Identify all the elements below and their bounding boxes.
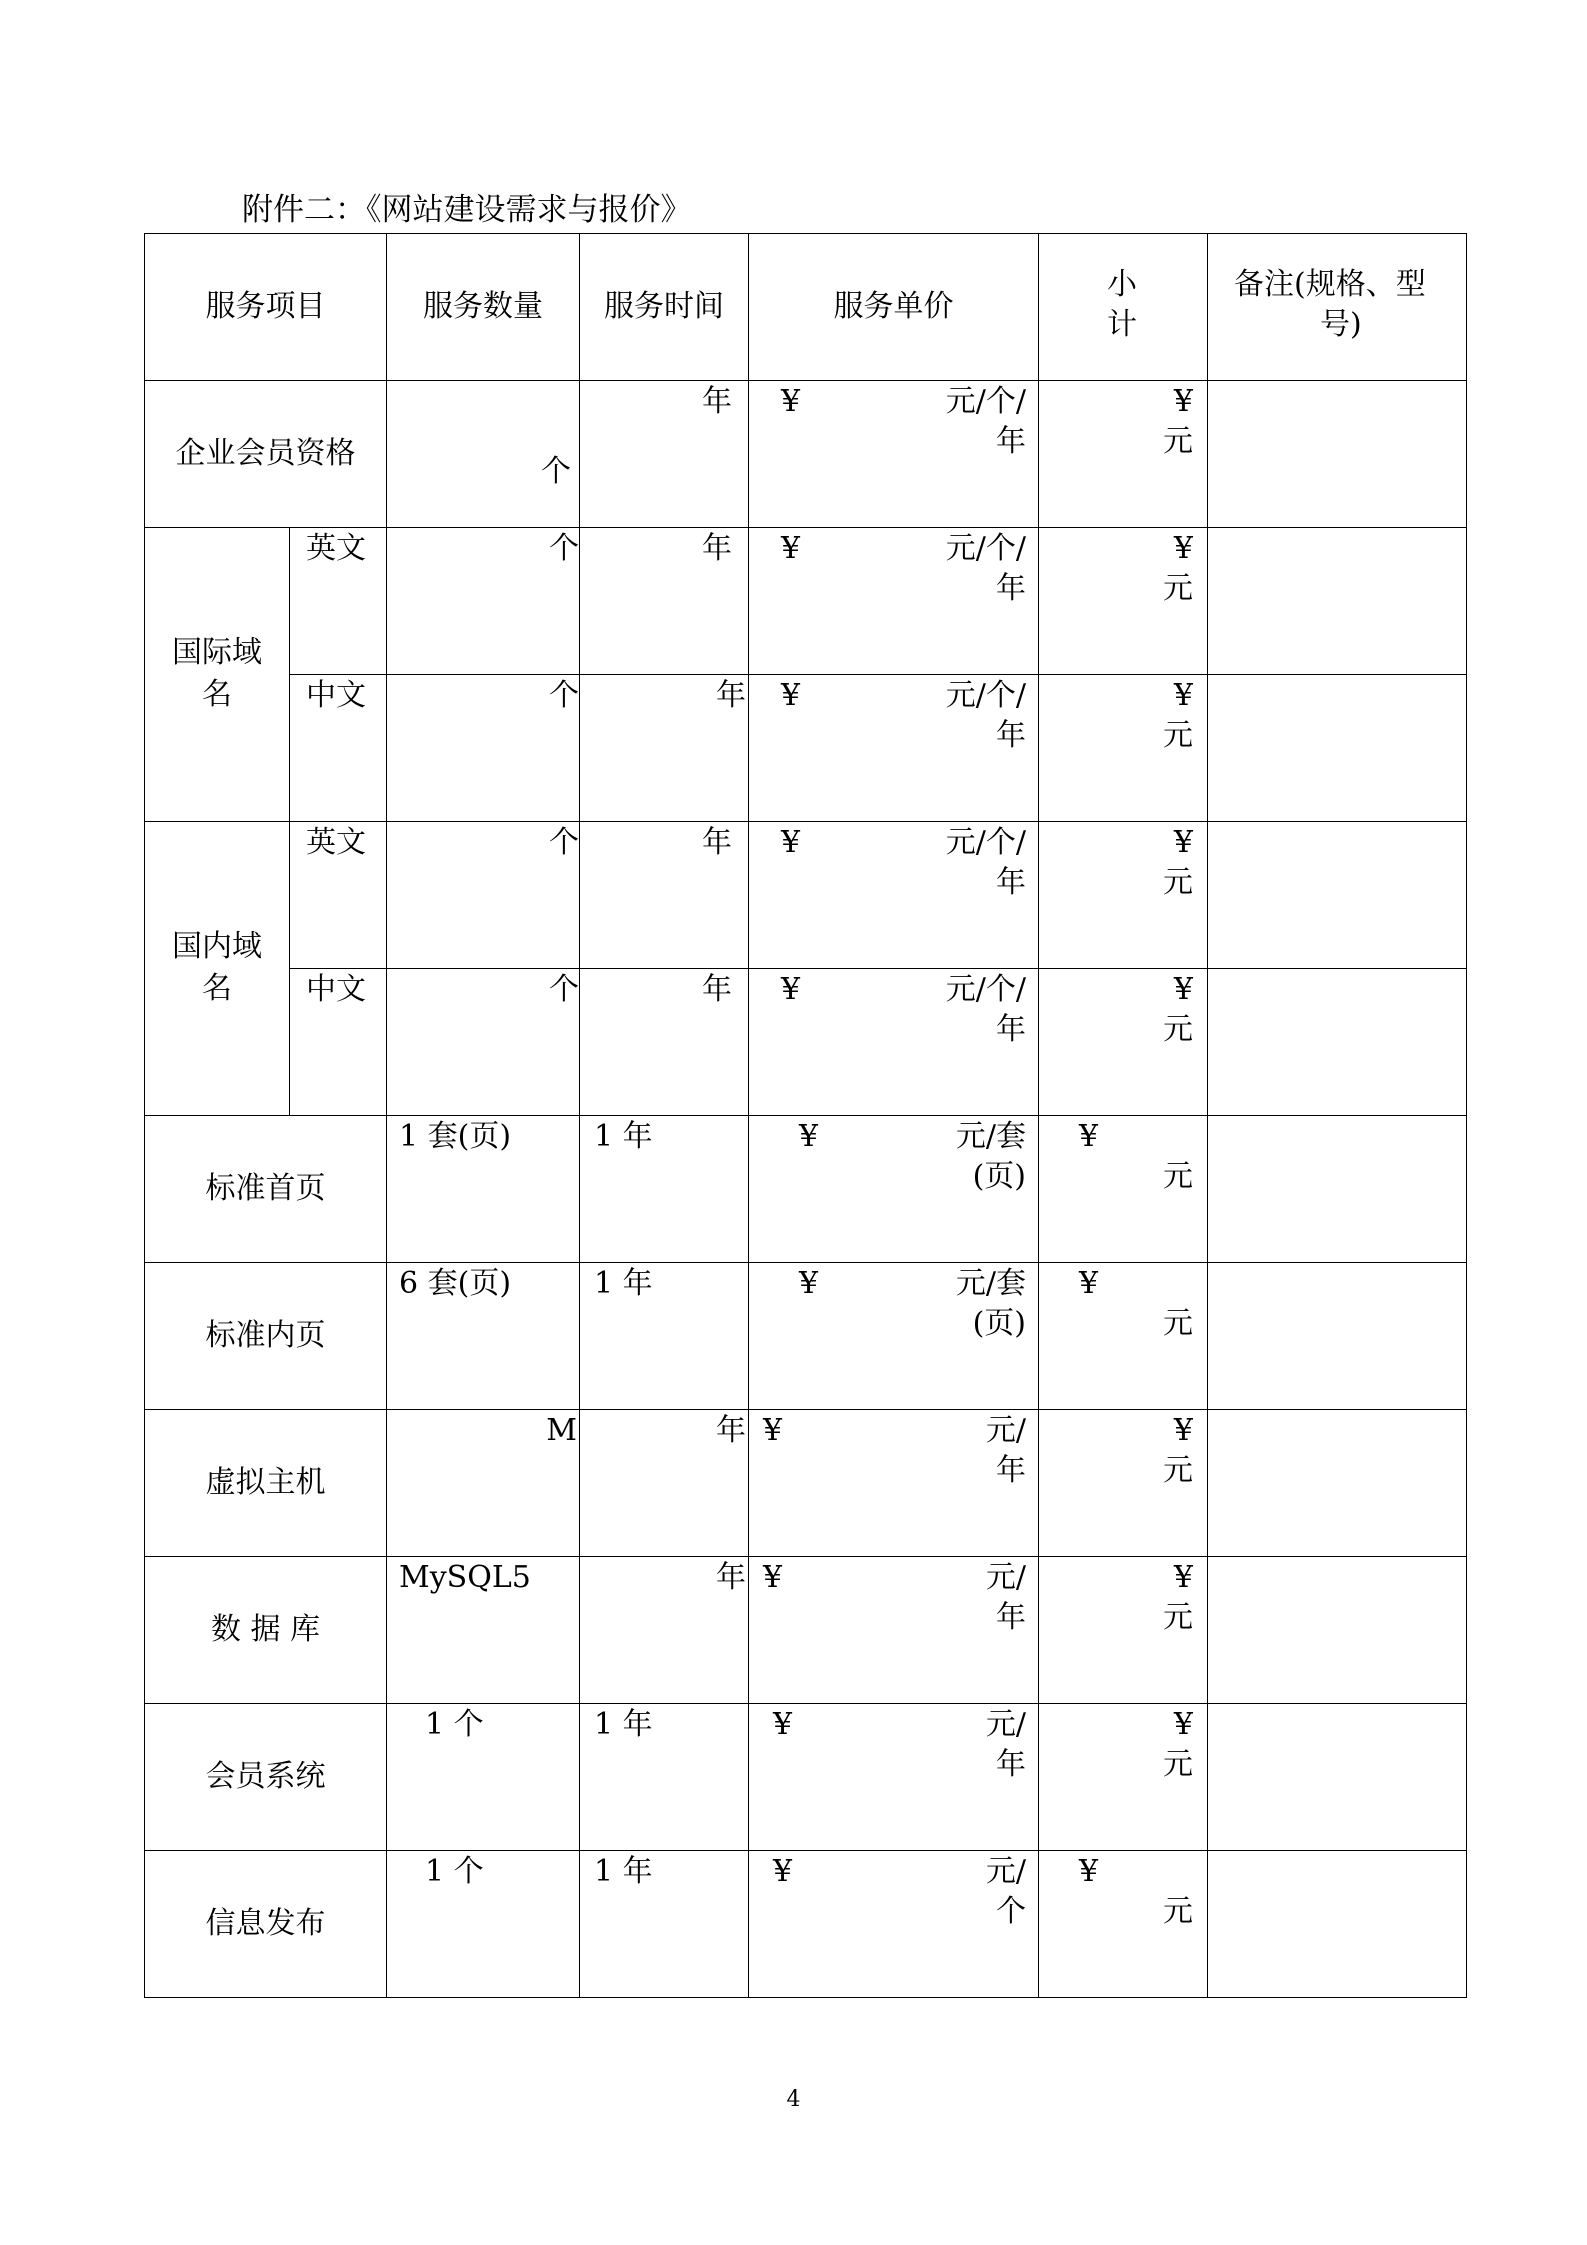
price-unit-line2: 年 [996,424,1026,459]
time-text: 年 [716,1413,746,1448]
table-row [145,969,1467,1116]
subtotal-yen: ¥ [1173,972,1193,1007]
subtotal-yen: ¥ [1173,1560,1193,1595]
quantity-cell [387,822,580,969]
quantity-cell [387,381,580,528]
price-unit-line2: 年 [996,1600,1026,1635]
table-row [145,675,1467,822]
table-row [145,528,1467,675]
subtotal-unit: 元 [1163,1600,1193,1635]
sub-item-label: 中文 [306,678,366,713]
subtotal-cell [1039,675,1208,822]
header-remarks-line2: 号) [1320,307,1362,342]
subtotal-yen: ¥ [1173,531,1193,566]
quantity-text: 个 [549,825,579,860]
item-name: 标准首页 [205,1171,326,1206]
price-unit-line1: 元/ [985,1854,1026,1889]
quantity-cell [387,1704,580,1851]
header-remarks-line1: 备注(规格、型 [1234,267,1426,302]
remarks-cell [1208,1116,1467,1263]
unit-price-cell [749,675,1039,822]
table-row [145,1851,1467,1998]
remarks-cell [1208,822,1467,969]
sub-item-cell [290,969,387,1116]
sub-item-label: 中文 [306,972,366,1007]
header-quantity-cell [387,234,580,381]
quantity-cell [387,1851,580,1998]
time-text: 年 [702,531,732,566]
unit-price-cell [749,969,1039,1116]
item-name-cell [145,1263,387,1410]
table-row [145,822,1467,969]
item-name-line2: 名 [202,677,232,712]
item-name-cell [145,1116,387,1263]
price-unit-line2: 年 [996,718,1026,753]
subtotal-cell [1039,1410,1208,1557]
subtotal-yen: ¥ [1079,1854,1099,1889]
item-name: 会员系统 [205,1759,326,1794]
time-cell [580,1116,749,1263]
price-unit-line1: 元/个/ [945,678,1026,713]
time-text: 年 [702,384,732,419]
time-cell [580,1410,749,1557]
time-text: 1 年 [594,1119,653,1154]
price-unit-line1: 元/个/ [945,384,1026,419]
price-unit-line1: 元/ [985,1413,1026,1448]
item-name-cell [145,1410,387,1557]
time-text: 1 年 [594,1854,653,1889]
time-text: 年 [702,972,732,1007]
unit-price-cell [749,1557,1039,1704]
unit-price-cell [749,381,1039,528]
subtotal-yen: ¥ [1079,1266,1099,1301]
unit-price-cell [749,1263,1039,1410]
price-unit-line2: 个 [996,1894,1026,1929]
header-item-cell [145,234,387,381]
header-row [145,234,1467,381]
quantity-text: 个 [541,454,571,489]
table-row [145,1557,1467,1704]
remarks-cell [1208,1410,1467,1557]
header-subtotal-line2: 计 [1107,307,1137,342]
subtotal-cell [1039,1851,1208,1998]
remarks-cell [1208,1851,1467,1998]
remarks-cell [1208,528,1467,675]
unit-price-cell [749,528,1039,675]
remarks-cell [1208,381,1467,528]
unit-price-cell [749,1116,1039,1263]
item-name: 数 据 库 [210,1612,321,1647]
price-unit-line2: 年 [996,1453,1026,1488]
item-name [172,632,262,716]
quantity-cell [387,1410,580,1557]
quantity-cell [387,1557,580,1704]
remarks-cell [1208,1263,1467,1410]
table-row [145,1263,1467,1410]
subtotal-cell [1039,822,1208,969]
sub-item-cell [290,528,387,675]
remarks-cell [1208,1557,1467,1704]
header-time: 服务时间 [604,289,724,324]
header-unit-price-cell [749,234,1039,381]
price-unit-line1: 元/套 [955,1266,1026,1301]
subtotal-cell [1039,528,1208,675]
header-subtotal-line1: 小 [1107,267,1137,302]
price-unit-line1: 元/个/ [945,972,1026,1007]
table-row [145,381,1467,528]
unit-price-cell [749,822,1039,969]
item-name: 信息发布 [205,1906,326,1941]
subtotal-unit: 元 [1163,1747,1193,1782]
price-unit-line2: (页) [972,1159,1026,1194]
item-name: 企业会员资格 [175,436,356,471]
time-text: 年 [716,678,746,713]
yen-sign: ¥ [781,384,801,419]
yen-sign: ¥ [763,1560,783,1595]
time-cell [580,675,749,822]
quantity-text: 1 个 [425,1707,484,1742]
header-remarks-cell [1208,234,1467,381]
item-name [172,926,262,1010]
subtotal-unit: 元 [1163,1306,1193,1341]
unit-price-cell [749,1704,1039,1851]
item-name: 标准内页 [205,1318,326,1353]
item-name-cell [145,528,290,822]
subtotal-cell [1039,1263,1208,1410]
yen-sign: ¥ [781,825,801,860]
remarks-cell [1208,1704,1467,1851]
remarks-cell [1208,675,1467,822]
header-time-cell [580,234,749,381]
header-subtotal-cell [1039,234,1208,381]
time-text: 1 年 [594,1707,653,1742]
price-unit-line2: 年 [996,1747,1026,1782]
yen-sign: ¥ [781,678,801,713]
subtotal-unit: 元 [1163,865,1193,900]
yen-sign: ¥ [773,1707,793,1742]
quantity-text: 6 套(页) [399,1266,512,1301]
subtotal-yen: ¥ [1173,1413,1193,1448]
quantity-text: 1 套(页) [399,1119,512,1154]
subtotal-yen: ¥ [1173,1707,1193,1742]
header-item: 服务项目 [205,289,326,324]
price-unit-line1: 元/个/ [945,825,1026,860]
time-cell [580,1704,749,1851]
price-unit-line2: 年 [996,865,1026,900]
quantity-text: MySQL5 [399,1560,531,1595]
item-name-line1: 国内域 [172,929,262,964]
yen-sign: ¥ [781,972,801,1007]
price-unit-line2: (页) [972,1306,1026,1341]
unit-price-cell [749,1851,1039,1998]
time-text: 年 [702,825,732,860]
subtotal-cell [1039,1704,1208,1851]
price-unit-line2: 年 [996,1012,1026,1047]
header-quantity: 服务数量 [423,289,543,324]
sub-item-label: 英文 [306,825,366,860]
remarks-cell [1208,969,1467,1116]
table-row [145,1410,1467,1557]
time-cell [580,822,749,969]
subtotal-unit: 元 [1163,1012,1193,1047]
quantity-text: 个 [549,531,579,566]
quantity-cell [387,969,580,1116]
table-row [145,1116,1467,1263]
quantity-cell [387,528,580,675]
time-cell [580,528,749,675]
quantity-cell [387,1263,580,1410]
time-cell [580,969,749,1116]
sub-item-label: 英文 [306,531,366,566]
price-unit-line2: 年 [996,571,1026,606]
document-title: 附件二：《网站建设需求与报价》 [242,192,692,228]
item-name-cell [145,1704,387,1851]
subtotal-yen: ¥ [1173,678,1193,713]
price-unit-line1: 元/ [985,1560,1026,1595]
yen-sign: ¥ [799,1119,819,1154]
price-unit-line1: 元/套 [955,1119,1026,1154]
subtotal-yen: ¥ [1173,825,1193,860]
subtotal-cell [1039,969,1208,1116]
yen-sign: ¥ [799,1266,819,1301]
yen-sign: ¥ [763,1413,783,1448]
subtotal-unit: 元 [1163,718,1193,753]
subtotal-unit: 元 [1163,1453,1193,1488]
subtotal-unit: 元 [1163,1159,1193,1194]
item-name-cell [145,822,290,1116]
quantity-text: 个 [549,678,579,713]
yen-sign: ¥ [781,531,801,566]
quotation-table [144,233,1467,1998]
quantity-cell [387,675,580,822]
price-unit-line1: 元/个/ [945,531,1026,566]
quantity-cell [387,1116,580,1263]
price-unit-line1: 元/ [985,1707,1026,1742]
subtotal-cell [1039,1116,1208,1263]
quantity-text: M [546,1413,577,1448]
time-text: 1 年 [594,1266,653,1301]
subtotal-cell [1039,1557,1208,1704]
time-cell [580,1557,749,1704]
quantity-text: 1 个 [425,1854,484,1889]
yen-sign: ¥ [773,1854,793,1889]
header-unit-price: 服务单价 [833,289,954,324]
item-name: 虚拟主机 [205,1465,326,1500]
subtotal-yen: ¥ [1173,384,1193,419]
sub-item-cell [290,675,387,822]
table-row [145,1704,1467,1851]
subtotal-cell [1039,381,1208,528]
quantity-text: 个 [549,972,579,1007]
time-cell [580,381,749,528]
item-name-line1: 国际域 [172,635,262,670]
time-cell [580,1851,749,1998]
subtotal-unit: 元 [1163,424,1193,459]
subtotal-unit: 元 [1163,1894,1193,1929]
time-cell [580,1263,749,1410]
item-name-cell [145,1557,387,1704]
subtotal-yen: ¥ [1079,1119,1099,1154]
time-text: 年 [716,1560,746,1595]
item-name-line2: 名 [202,971,232,1006]
sub-item-cell [290,822,387,969]
item-name-cell [145,1851,387,1998]
item-name-cell [145,381,387,528]
subtotal-unit: 元 [1163,571,1193,606]
page-number: 4 [786,2087,801,2112]
unit-price-cell [749,1410,1039,1557]
